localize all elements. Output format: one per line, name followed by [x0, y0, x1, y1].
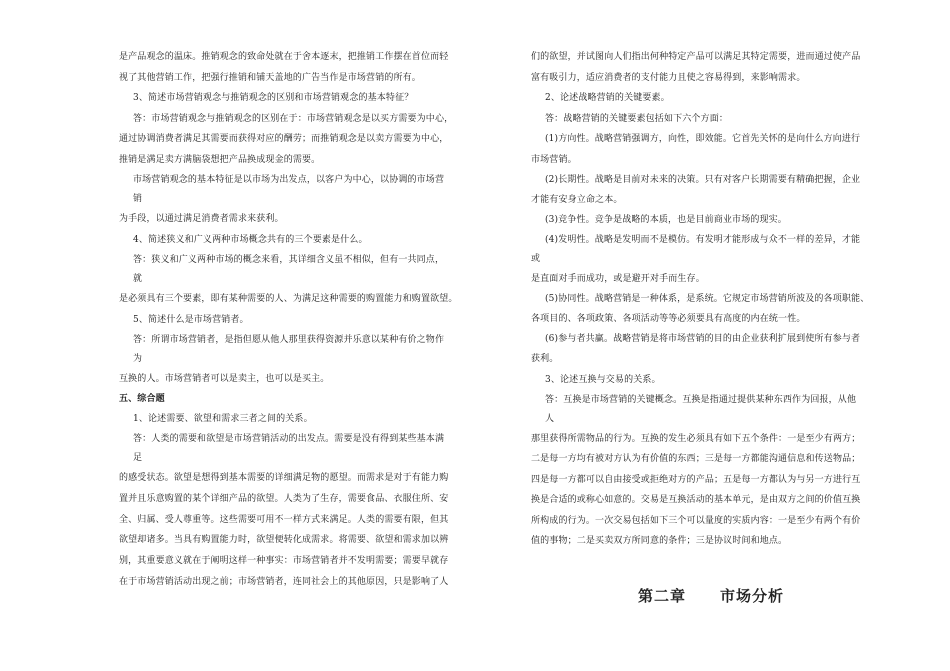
right-page: [475, 0, 950, 671]
left-page-text-line: 为: [133, 354, 143, 364]
left-page-text-line: 5、简述什么是市场营销者。: [133, 315, 249, 325]
left-page-text-line: 欲望却诸多。当具有购置能力时，欲望便转化成需求。将需要、欲望和需求加以辨: [119, 535, 449, 545]
right-page-text-line: 换是合适的或称心如意的。交易是互换活动的基本单元，是由双方之间的价值互换: [531, 495, 861, 505]
right-page-text-line: 市场营销。: [531, 155, 577, 165]
right-page-text-line: 答：互换是市场营销的关键概念。互换是指通过提供某种东西作为回报，从他: [545, 395, 857, 405]
right-page-text-line: 那里获得所需物品的行为。互换的发生必须具有如下五个条件：一是至少有两方；: [531, 434, 861, 444]
left-page-text-line: 答：狭义和广义两种市场的概念来看，其详细含义虽不相似，但有一共同点，: [133, 255, 445, 265]
right-page-text-line: 富有吸引力，适应消费者的支付能力且使之容易得到，来影响需求。: [531, 73, 806, 83]
left-page-text-line: 五、综合题: [119, 394, 165, 404]
left-page-text-line: 答：所谓市场营销者，是指但愿从他人那里获得资源并乐意以某种有价之物作: [133, 335, 445, 345]
left-page-text-line: 销: [133, 194, 143, 204]
left-page-text-line: 置并且乐意购置的某个详细产品的欲望。人类为了生存，需要食品、衣服住所、安: [119, 494, 449, 504]
left-page-text-line: 推销是满足卖方满脑袋想把产品换成现金的需要。: [119, 155, 321, 165]
left-page-text-line: 互换的人。市场营销者可以是卖主，也可以是买主。: [119, 374, 330, 384]
right-page-text-line: (2)长期性。战略是目前对未来的决策。只有对客户长期需要有精确把握，企业: [545, 175, 861, 185]
right-page-text-line: 才能有安身立命之本。: [531, 195, 623, 205]
right-page-text-line: 所构成的行为。一次交易包括如下三个可以量度的实质内容：一是至少有两个有价: [531, 516, 861, 526]
left-page-text-line: 通过协调消费者满足其需要而获得对应的酬劳；而推销观念是以卖方需要为中心，: [119, 134, 449, 144]
right-page-text-line: 或: [531, 254, 541, 264]
right-page-text-line: 3、论述互换与交易的关系。: [545, 375, 661, 385]
left-page-text-line: 是必须具有三个要素，即有某种需要的人、为满足这种需要的购置能力和购置欲望。: [119, 294, 458, 304]
chapter-number: 第二章: [638, 587, 687, 605]
left-page-text-line: 视了其他营销工作，把强行推销和铺天盖地的广告当作是市场营销的所有。: [119, 73, 421, 83]
left-page-text-line: 市场营销观念的基本特征是以市场为出发点，以客户为中心，以协调的市场营: [133, 175, 445, 185]
right-page-text-line: 是直面对手而成功，或是避开对手而生存。: [531, 274, 705, 284]
left-page-text-line: 别，其重要意义就在于阐明这样一种事实：市场营销者并不发明需要；需要早就存: [119, 556, 449, 566]
left-page-text-line: 的感受状态。欲望是想得到基本需要的详细满足物的愿望。而需求是对于有能力购: [119, 473, 449, 483]
right-page-text-line: (5)协同性。战略营销是一种体系，是系统。它规定市场营销所波及的各项职能、: [545, 294, 870, 304]
left-page-text-line: 是产品观念的温床。推销观念的致命处就在于舍本逐末，把推销工作摆在首位而轻: [119, 52, 449, 62]
left-page-text-line: 全、归属、受人尊重等。这些需要可用不一样方式来满足。人类的需要有限，但其: [119, 515, 449, 525]
left-page-text-line: 答：市场营销观念与推销观念的区别在于：市场营销观念是以买方需要为中心，: [133, 114, 454, 124]
chapter-title: 市场分析: [720, 587, 785, 605]
right-page-text-line: 们的欲望，并试图向人们指出何种特定产品可以满足其特定需要，进而通过使产品: [531, 52, 861, 62]
left-page-text-line: 为手段，以通过满足消费者需求来获利。: [119, 214, 284, 224]
right-page-text-line: 答：战略营销的关键要素包括如下六个方面：: [545, 114, 729, 124]
right-page-text-line: 值的事物；二是买卖双方所同意的条件；三是协议时间和地点。: [531, 536, 788, 546]
right-page-text-line: (1)方向性。战略营销强调方，向性，即效能。它首先关怀的是向什么方向进行: [545, 134, 861, 144]
right-page-text-line: 二是每一方均有被对方认为有价值的东西；三是每一方都能沟通信息和传送物品；: [531, 454, 861, 464]
left-page-text-line: 答：人类的需要和欲望是市场营销活动的出发点。需要是没有得到某些基本满: [133, 434, 445, 444]
right-page-text-line: 各项目的、各项政策、各项活动等等必须要具有高度的内在统一性。: [531, 314, 806, 324]
left-page-text-line: 3、简述市场营销观念与推销观念的区别和市场营销观念的基本特征？: [133, 93, 414, 103]
right-page-text-line: (4)发明性。战略是发明而不是模仿。有发明才能形成与众不一样的差异，才能: [545, 235, 861, 245]
left-page-text-line: 在于市场营销活动出现之前；市场营销者，连同社会上的其他原因，只是影响了人: [119, 577, 449, 587]
left-page-text-line: 4、简述狭义和广义两种市场概念共有的三个要素是什么。: [133, 235, 368, 245]
right-page-text-line: 人: [545, 414, 555, 424]
right-page-text-line: 四是每一方都可以自由接受或拒绝对方的产品；五是每一方都认为与另一方进行互: [531, 475, 861, 485]
chapter-heading: [638, 585, 784, 606]
left-page-text-line: 足: [133, 453, 143, 463]
right-page-text-line: 获利。: [531, 354, 559, 364]
right-page-text-line: 2、论述战略营销的关键要素。: [545, 93, 670, 103]
right-page-text-line: (3)竞争性。竞争是战略的本质，也是目前商业市场的现实。: [545, 215, 787, 225]
right-page-text-line: (6)参与者共赢。战略营销是将市场营销的目的由企业获利扩展到使所有参与者: [545, 334, 861, 344]
left-page-text-line: 1、论述需要、欲望和需求三者之间的关系。: [133, 414, 313, 424]
left-page-text-line: 就: [133, 274, 143, 284]
